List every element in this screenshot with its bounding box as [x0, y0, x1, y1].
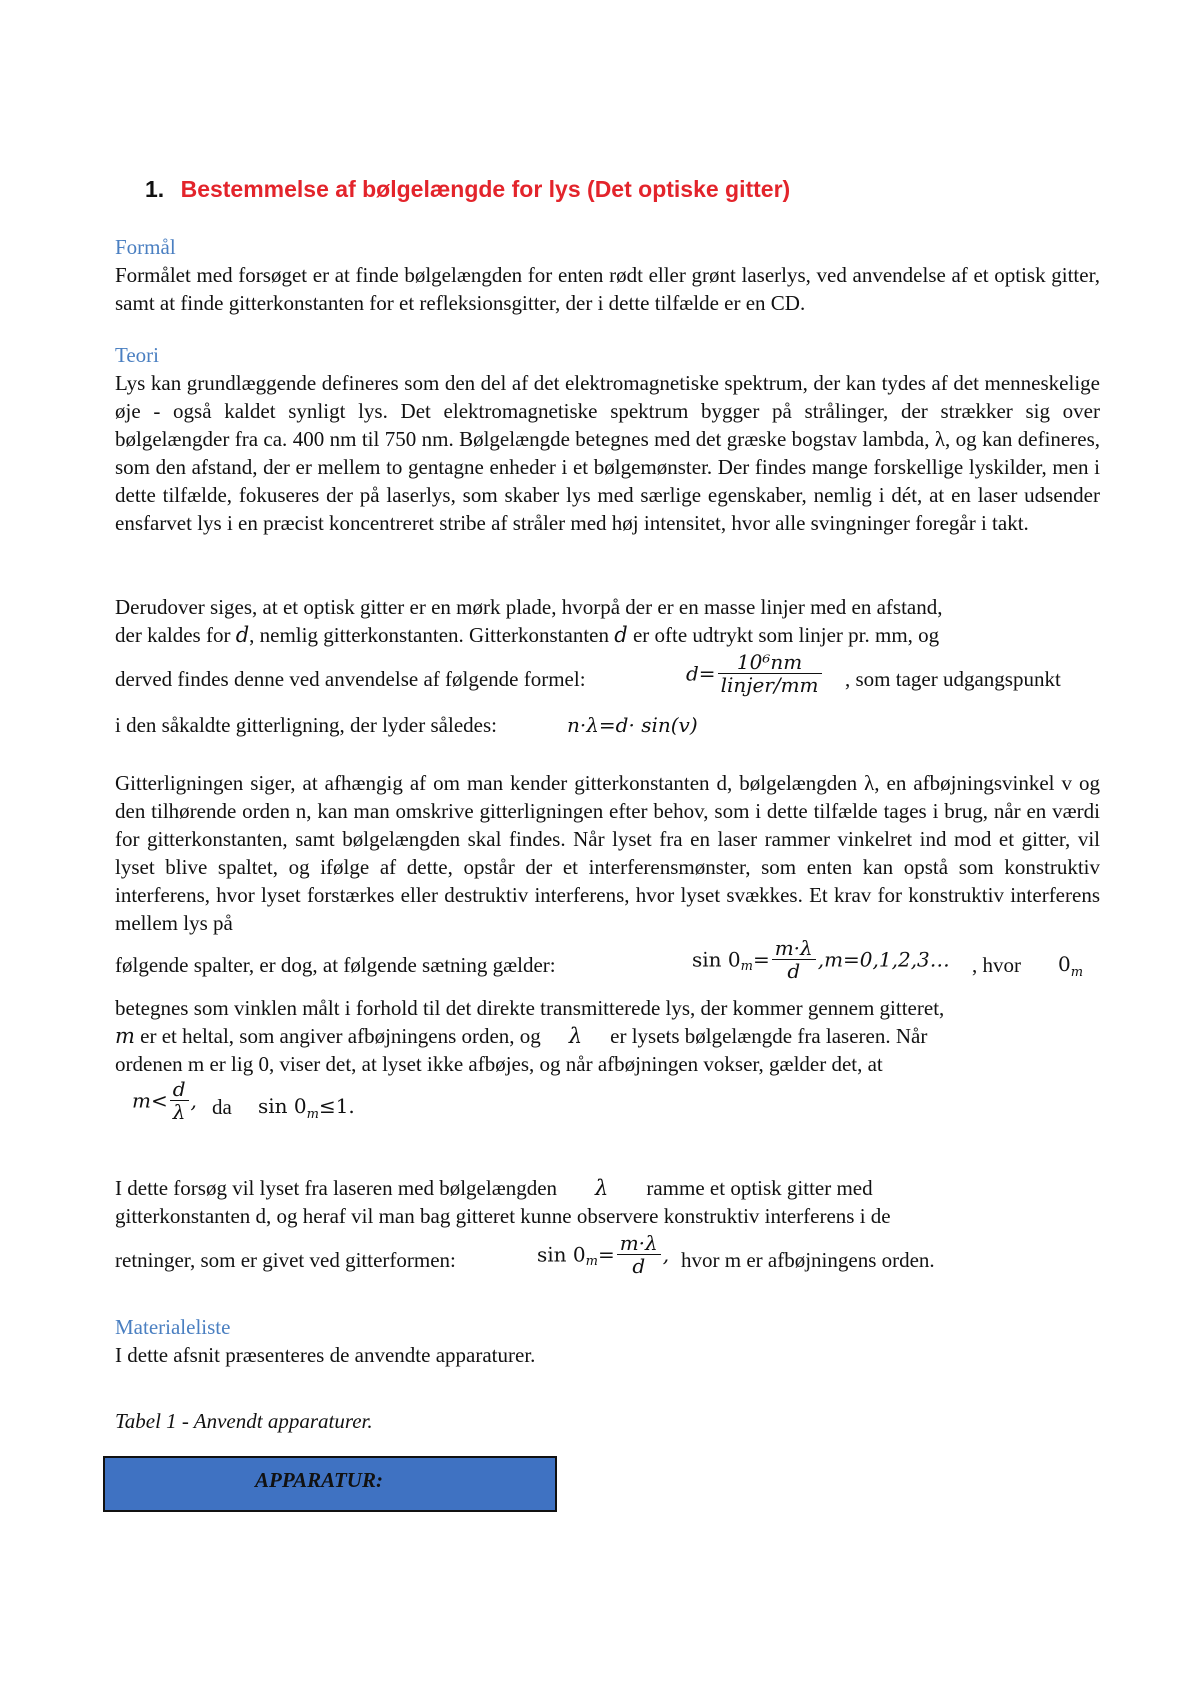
teori-paragraph-4-line-3: ordenen m er lig 0, viser det, at lyset ikke afbøjes, og når afbøjningen vokser, gælder det, at [115, 1052, 883, 1076]
materialeliste-heading: Materialeliste [115, 1315, 231, 1339]
table-caption: Tabel 1 - Anvendt apparaturer. [115, 1409, 373, 1433]
teori-paragraph-2-line-4: i den såkaldte gitterligning, der lyder således: [115, 713, 497, 737]
teori-paragraph-5-line-1: I dette forsøg vil lyset fra laseren med bølgelængden λ ramme et optisk gitter med [115, 1176, 873, 1200]
teori-paragraph-5-line-2: gitterkonstanten d, og heraf vil man bag gitteret kunne observere konstruktiv interferens i de [115, 1204, 891, 1228]
da-label: da [212, 1095, 232, 1119]
teori-paragraph-1: Lys kan grundlæggende defineres som den del af det elektromagnetiske spektrum, der kan tydes af det menneskelige øje - også kaldet synligt lys. Det elektromagnetiske spektrum bygger på strålinger, der strækker sig over bølgelængder fra ca. 400 nm til 750 nm. Bølgelængde betegnes med det græske bogstav lambda, λ, og kan defineres, som den afstand, der er mellem to gentagne enheder i et bølgemønster. Der findes mange forskellige lyskilder, men i dette tilfælde, fokuseres der på laserlys, som skaber lys med særlige egenskaber, nemlig i dét, at en laser udsender ensfarvet lys i en præcist koncentreret stribe af stråler med høj intensitet, hvor alle svingninger foregår i takt. [115, 371, 1100, 535]
formula-gitterligning: n·λ=d· sin(v) [567, 713, 698, 737]
formaal-section [115, 233, 1100, 317]
teori-paragraph-5-line-3: retninger, som er givet ved gitterformen: [115, 1248, 456, 1272]
section-title: Bestemmelse af bølgelængde for lys (Det optiske gitter) [180, 176, 791, 202]
formula-gitterkonstant: d= $\frac{\text{10⁶nm}}{\text{linjer/mm}}$ [686, 651, 824, 696]
section-number: 1. [145, 176, 165, 202]
symbol-theta-m: $0_m$ [1058, 952, 1084, 980]
formula-gitterformel: $\sin 0_m=$ $\frac{m\cdot\lambda}{d}$ , [537, 1231, 670, 1278]
teori-paragraph-2-line-1: Derudover siges, at et optisk gitter er en mørk plade, hvorpå der er en masse linjer med en afstand, [115, 595, 943, 619]
section-heading [145, 176, 790, 203]
teori-paragraph-3-last: følgende spalter, er dog, at følgende sætning gælder: [115, 953, 556, 977]
symbol-d: d [235, 623, 250, 647]
formula-sin-bound: $\sin 0_m\le 1$. [258, 1094, 355, 1122]
table-header-label: APPARATUR: [255, 1468, 383, 1492]
teori-section [115, 341, 1100, 537]
teori-heading: Teori [115, 343, 160, 367]
teori-paragraph-4-line-2: m er et heltal, som angiver afbøjningens orden, og λ er lysets bølgelængde fra laseren. Når [115, 1024, 928, 1048]
materialeliste-section [115, 1313, 1100, 1369]
formula-constructive-interference: $\sin 0_m=$ $\frac{m\cdot\lambda}{d}$ ,m=0,1,2,3… [692, 936, 950, 983]
formaal-heading: Formål [115, 235, 176, 259]
formula-m-condition: m< $\frac{d}{\lambda}$ , [132, 1077, 197, 1124]
symbol-d: d [614, 623, 628, 647]
teori-paragraph-5-line-3-end: hvor m er afbøjningens orden. [681, 1248, 935, 1272]
teori-paragraph-2-line-3-end: , som tager udgangspunkt [845, 667, 1061, 691]
hvor-label: , hvor [972, 953, 1021, 977]
teori-paragraph-3: Gitterligningen siger, at afhængig af om man kender gitterkonstanten d, bølgelængden λ, en afbøjningsvinkel v og den tilhørende orden n, kan man omskrive gitterligningen efter behov, som i dette tilfælde tages i brug, når en værdi for gitterkonstanten, samt bølgelængden skal findes. Når lyset fra en laser rammer vinkelret ind mod et gitter, vil lyset blive spaltet, og ifølge af dette, opstår der et interferensmønster, som enten kan opstå som konstruktiv interferens, hvor lyset forstærkes eller destruktiv interferens, hvor lyset svækkes. Et krav for konstruktiv interferens mellem lys på [115, 771, 1100, 935]
teori-paragraph-2-line-2: der kaldes for d, nemlig gitterkonstanten. Gitterkonstanten d er ofte udtrykt som linjer pr. mm, og [115, 623, 940, 647]
materialeliste-text: I dette afsnit præsenteres de anvendte apparaturer. [115, 1343, 536, 1367]
formaal-text: Formålet med forsøget er at finde bølgelængden for enten rødt eller grønt laserlys, ved anvendelse af et optisk gitter, samt at finde gitterkonstanten for et refleksionsgitter, der i dette tilfælde er en CD. [115, 263, 1100, 315]
teori-paragraph-4-line-1: betegnes som vinklen målt i forhold til det direkte transmitterede lys, der kommer gennem gitteret, [115, 996, 945, 1020]
teori-paragraph-2-line-3: derved findes denne ved anvendelse af følgende formel: [115, 667, 586, 691]
